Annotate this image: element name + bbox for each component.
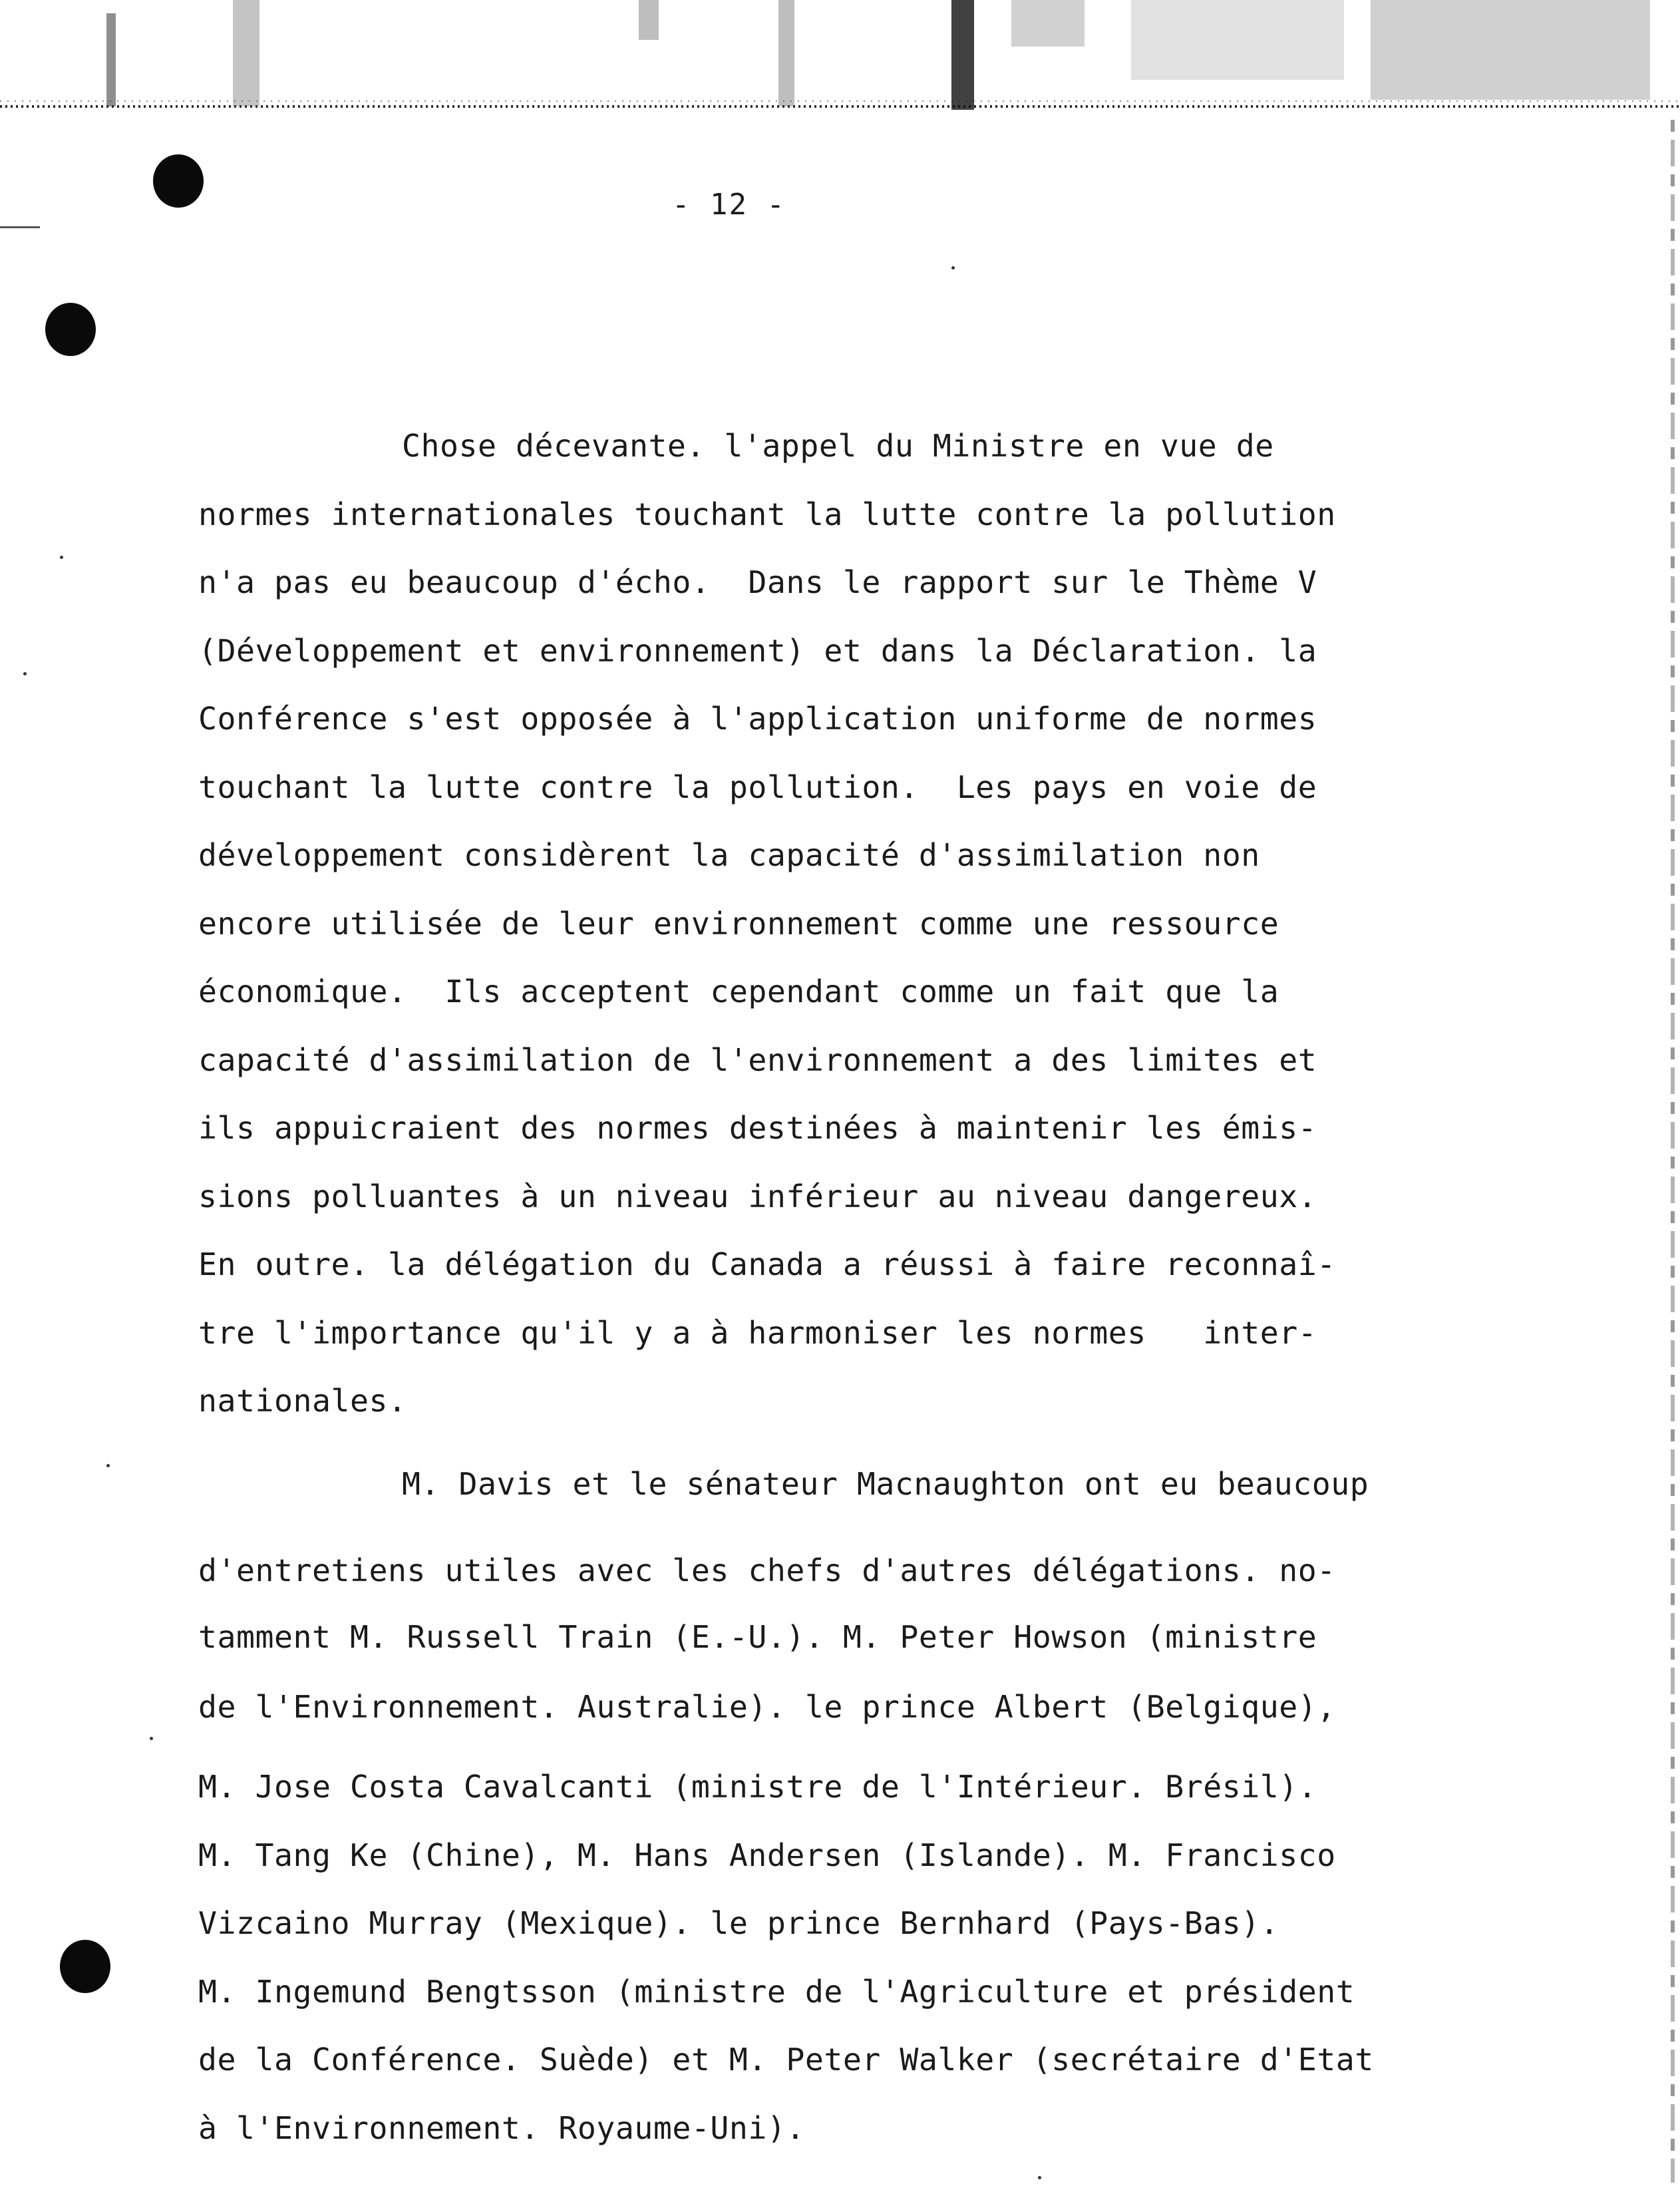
- dust-speck: [23, 672, 27, 675]
- text-line: M. Davis et le sénateur Macnaughton ont eu beaucoup: [402, 1466, 1369, 1502]
- left-edge-mark: [0, 226, 40, 228]
- text-line: de la Conférence. Suède) et M. Peter Walker (secrétaire d'Etat: [198, 2042, 1374, 2078]
- text-line: nationales.: [198, 1383, 407, 1419]
- text-line: de l'Environnement. Australie). le prince Albert (Belgique),: [198, 1689, 1336, 1725]
- dust-speck: [951, 266, 955, 270]
- text-line: En outre. la délégation du Canada a réussi à faire reconnaî-: [198, 1246, 1336, 1282]
- punch-hole-lower: [60, 1940, 110, 1993]
- right-edge-shadow: [1671, 120, 1675, 2183]
- page-number: - 12 -: [672, 188, 786, 222]
- punch-hole-top: [153, 154, 204, 208]
- text-line: Vizcaino Murray (Mexique). le prince Bernhard (Pays-Bas).: [198, 1905, 1279, 1941]
- punch-hole-upper: [45, 303, 96, 356]
- text-line: M. Tang Ke (Chine), M. Hans Andersen (Islande). M. Francisco: [198, 1837, 1336, 1873]
- text-line: tamment M. Russell Train (E.-U.). M. Peter Howson (ministre: [198, 1619, 1317, 1655]
- text-line: Chose décevante. l'appel du Ministre en vue de: [402, 428, 1274, 464]
- dust-speck: [60, 556, 63, 559]
- text-line: n'a pas eu beaucoup d'écho. Dans le rapport sur le Thème V: [198, 564, 1317, 600]
- text-line: à l'Environnement. Royaume-Uni).: [198, 2110, 805, 2146]
- text-line: (Développement et environnement) et dans la Déclaration. la: [198, 633, 1317, 669]
- text-line: Conférence s'est opposée à l'application uniforme de normes: [198, 701, 1317, 737]
- text-line: tre l'importance qu'il y a à harmoniser les normes inter-: [198, 1315, 1317, 1351]
- scanner-noise-band: [0, 0, 1680, 113]
- text-line: économique. Ils acceptent cependant comme un fait que la: [198, 974, 1279, 1009]
- dust-speck: [150, 1737, 153, 1740]
- text-line: encore utilisée de leur environnement comme une ressource: [198, 906, 1279, 942]
- text-line: capacité d'assimilation de l'environnement a des limites et: [198, 1042, 1317, 1078]
- text-line: sions polluantes à un niveau inférieur au niveau dangereux.: [198, 1179, 1317, 1214]
- text-line: M. Ingemund Bengtsson (ministre de l'Agriculture et président: [198, 1974, 1355, 2010]
- text-line: ils appuicraient des normes destinées à maintenir les émis-: [198, 1110, 1317, 1146]
- text-line: développement considèrent la capacité d'assimilation non: [198, 837, 1260, 873]
- text-line: normes internationales touchant la lutte contre la pollution: [198, 496, 1336, 532]
- dust-speck: [1038, 2176, 1041, 2179]
- text-line: touchant la lutte contre la pollution. Les pays en voie de: [198, 769, 1317, 805]
- text-line: d'entretiens utiles avec les chefs d'autres délégations. no-: [198, 1553, 1336, 1588]
- dust-speck: [106, 1464, 110, 1467]
- text-line: M. Jose Costa Cavalcanti (ministre de l'Intérieur. Brésil).: [198, 1769, 1317, 1805]
